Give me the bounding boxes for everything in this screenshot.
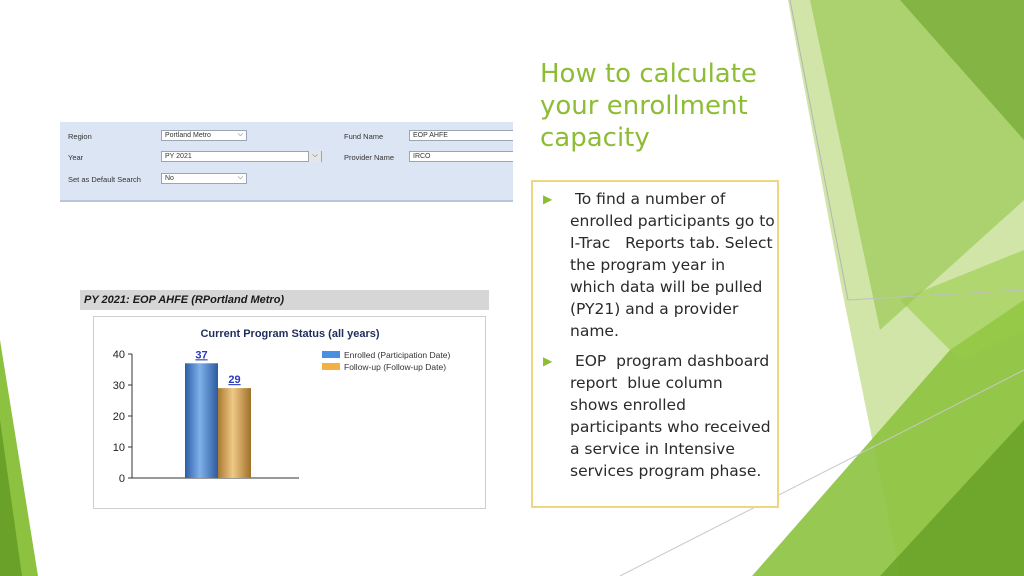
default-search-label: Set as Default Search: [68, 175, 141, 184]
y-tick-label: 0: [118, 473, 125, 485]
region-value: Portland Metro: [165, 132, 211, 139]
legend-label: Follow-up (Follow-up Date): [344, 362, 447, 372]
chevron-down-icon[interactable]: ⌵: [308, 151, 321, 162]
bullet-text: EOP program dashboard report blue column shows enrolled participants who received a service in Intensive services program phase.: [570, 352, 776, 480]
year-label: Year: [68, 153, 84, 162]
y-tick-label: 10: [112, 442, 125, 454]
provider-name-field[interactable]: [409, 151, 513, 162]
y-tick-label: 40: [112, 349, 125, 361]
provider-name-value: IRCO: [413, 153, 431, 160]
default-search-select[interactable]: [161, 173, 247, 184]
default-search-value: No: [165, 175, 174, 182]
arrow-bullet-icon: ▶: [543, 354, 553, 368]
year-value: PY 2021: [165, 153, 192, 160]
fund-name-value: EOP AHFE: [413, 132, 448, 139]
chevron-down-icon: ⌵: [237, 174, 243, 181]
region-select[interactable]: [161, 130, 247, 141]
provider-name-label: Provider Name: [344, 153, 395, 162]
fund-name-field[interactable]: [409, 130, 513, 141]
bullet-text: To find a number of enrolled participants go to I-Trac Reports tab. Select the program year in which data will be pulled (PY21) and a provider name.: [570, 190, 780, 340]
legend-swatch: [322, 351, 340, 358]
bar-value-label[interactable]: 29: [228, 374, 241, 387]
bar-follow-up: [218, 388, 251, 478]
search-form-screenshot: [60, 122, 513, 202]
arrow-bullet-icon: ▶: [543, 192, 553, 206]
slide-title: How to calculate your enrollment capacity: [540, 59, 757, 153]
bar-value-label[interactable]: 37: [195, 349, 208, 362]
chart-svg: [94, 317, 485, 508]
y-tick-label: 30: [112, 380, 125, 392]
y-tick-label: 20: [112, 411, 125, 423]
report-header: PY 2021: EOP AHFE (RPortland Metro): [80, 290, 489, 310]
legend-swatch: [322, 363, 340, 370]
instructions-box: [531, 180, 779, 508]
chart-title: Current Program Status (all years): [200, 328, 380, 340]
legend-label: Enrolled (Participation Date): [344, 350, 451, 360]
year-select[interactable]: [161, 151, 322, 162]
region-label: Region: [68, 132, 92, 141]
bar-enrolled: [185, 363, 218, 478]
chevron-down-icon: ⌵: [237, 131, 243, 138]
program-status-chart: [93, 316, 486, 509]
fund-name-label: Fund Name: [344, 132, 384, 141]
